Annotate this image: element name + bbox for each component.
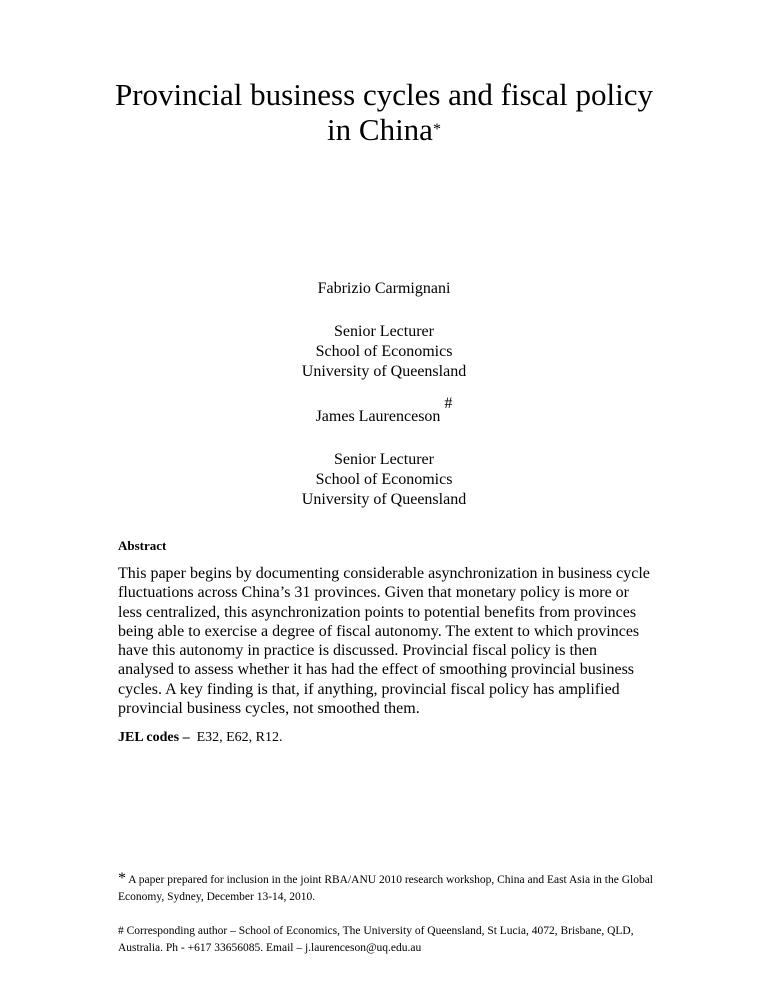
abstract-heading: Abstract <box>118 538 167 553</box>
author-name-block-1 <box>184 279 584 299</box>
jel-codes-values: E32, E62, R12. <box>196 730 283 745</box>
author-department: School of Economics <box>315 343 453 360</box>
footnote-title <box>118 870 678 906</box>
author-position: Senior Lecturer <box>334 323 434 340</box>
author-name: Fabrizio Carmignani <box>317 280 451 297</box>
corresponding-author-marker: # <box>444 395 453 412</box>
author-affiliation-block-2 <box>184 450 584 510</box>
author-name-block-2 <box>184 395 584 427</box>
footnote-text: A paper prepared for inclusion in the joint RBA/ANU 2010 research workshop, China and East Asia in the Global Economy, Sydney, December 13-14, 2010. <box>118 874 653 903</box>
jel-codes-label: JEL codes – <box>118 730 190 745</box>
author-institution: University of Queensland <box>301 491 467 508</box>
footnote-text: Corresponding author – School of Economics, The University of Queensland, St Lucia, 4072, Brisbane, QLD, Australia. Ph - +617 33656085. Email – j.laurenceson@uq.edu.au <box>118 925 634 954</box>
author-affiliation-block-1 <box>184 322 584 382</box>
paper-title-text: Provincial business cycles and fiscal policy in China <box>114 77 654 147</box>
footnote-marker: # <box>118 925 124 937</box>
jel-codes <box>118 730 283 746</box>
author-department: School of Economics <box>315 471 453 488</box>
paper-title <box>100 77 668 153</box>
author-name-text: James Laurenceson <box>315 408 441 425</box>
title-footnote-marker: * <box>432 121 441 138</box>
footnote-marker: * <box>118 870 126 887</box>
author-name-corresponding <box>184 395 584 427</box>
footnote-corresponding-author <box>118 923 678 957</box>
abstract-body: This paper begins by documenting considerable asynchronization in business cycle fluctuations across China’s 31 provinces. Given that monetary policy is more or less centralized, this asynchronization points to potential benefits from provinces being able to exercise a degree of fiscal autonomy. The extent to which provinces have this autonomy in practice is discussed. Provincial fiscal policy is then analysed to assess whether it has had the effect of smoothing provincial business cycles. A key finding is that, if anything, provincial fiscal policy has amplified provincial business cycles, not smoothed them. <box>118 565 650 718</box>
author-institution: University of Queensland <box>301 363 467 380</box>
author-position: Senior Lecturer <box>334 451 434 468</box>
